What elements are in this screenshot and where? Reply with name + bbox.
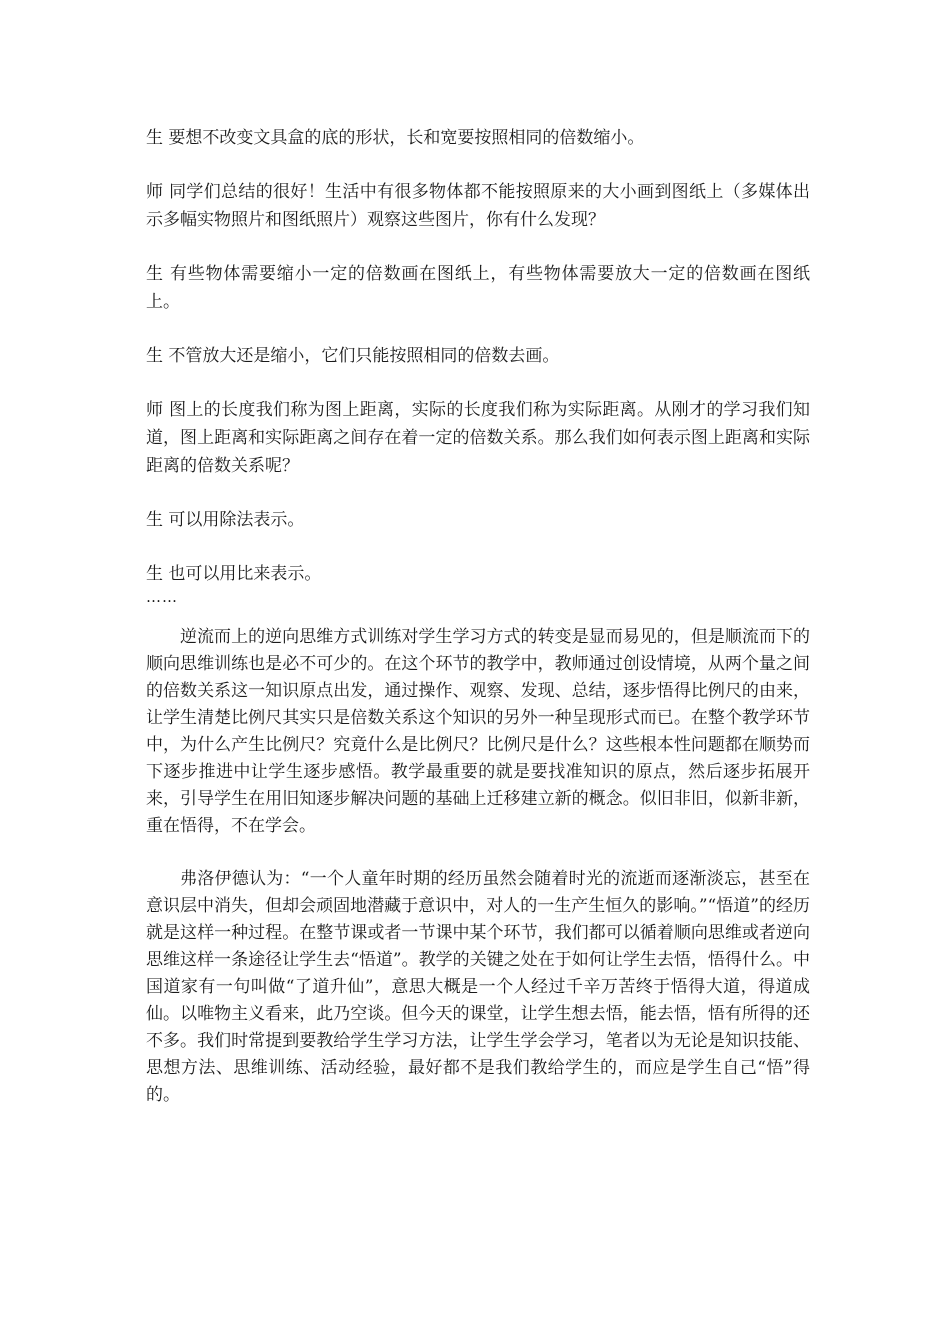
body-paragraph-2: 弗洛伊德认为：“一个人童年时期的经历虽然会随着时光的流逝而逐渐淡忘，甚至在意识层中消失，但却会顽固地潜藏于意识中，对人的一生产生恒久的影响。”“悟道”的经历就是这样一种过程。在整节课或者一节课中某个环节，我们都可以循着顺向思维或者逆向思维这样一条途径让学生去“悟道”。教学的关键之处在于如何让学生去悟，悟得什么。中国道家有一句叫做“了道升仙”，意思大概是一个人经过千辛万苦终于悟得大道，得道成仙。以唯物主义看来，此乃空谈。但今天的课堂，让学生想去悟，能去悟，悟有所得的还不多。我们时常提到要教给学生学习方法，让学生学会学习，笔者以为无论是知识技能、思想方法、思维训练、活动经验，最好都不是我们教给学生的，而应是学生自己“悟”得的。 — [146, 869, 810, 1105]
dialogue-line-4: 生 不管放大还是缩小，它们只能按照相同的倍数去画。 — [146, 346, 560, 366]
dialogue-line-2: 师 同学们总结的很好！生活中有很多物体都不能按照原来的大小画到图纸上（多媒体出示多幅实物照片和图纸照片）观察这些图片，你有什么发现？ — [146, 182, 810, 230]
document-page — [146, 124, 810, 1135]
dialogue-line-6: 生 可以用除法表示。 — [146, 510, 305, 530]
dialogue-line-1: 生 要想不改变文具盒的底的形状，长和宽要按照相同的倍数缩小。 — [146, 128, 645, 148]
dialogue-line-3: 生 有些物体需要缩小一定的倍数画在图纸上，有些物体需要放大一定的倍数画在图纸上。 — [146, 264, 810, 312]
body-paragraph-1: 逆流而上的逆向思维方式训练对学生学习方式的转变是显而易见的，但是顺流而下的顺向思维训练也是必不可少的。在这个环节的教学中，教师通过创设情境，从两个量之间的倍数关系这一知识原点出发，通过操作、观察、发现、总结，逐步悟得比例尺的由来，让学生清楚比例尺其实只是倍数关系这个知识的另外一种呈现形式而已。在整个教学环节中，为什么产生比例尺？究竟什么是比例尺？比例尺是什么？这些根本性问题都在顺势而下逐步推进中让学生逐步感悟。教学最重要的就是要找准知识的原点，然后逐步拓展开来，引导学生在用旧知逐步解决问题的基础上迁移建立新的概念。似旧非旧，似新非新，重在悟得，不在学会。 — [146, 627, 810, 836]
dialogue-line-7: 生 也可以用比来表示。 — [146, 564, 322, 584]
ellipsis-mark: …… — [146, 588, 178, 606]
dialogue-line-5: 师 图上的长度我们称为图上距离，实际的长度我们称为实际距离。从刚才的学习我们知道，图上距离和实际距离之间存在着一定的倍数关系。那么我们如何表示图上距离和实际距离的倍数关系呢？ — [146, 400, 810, 476]
